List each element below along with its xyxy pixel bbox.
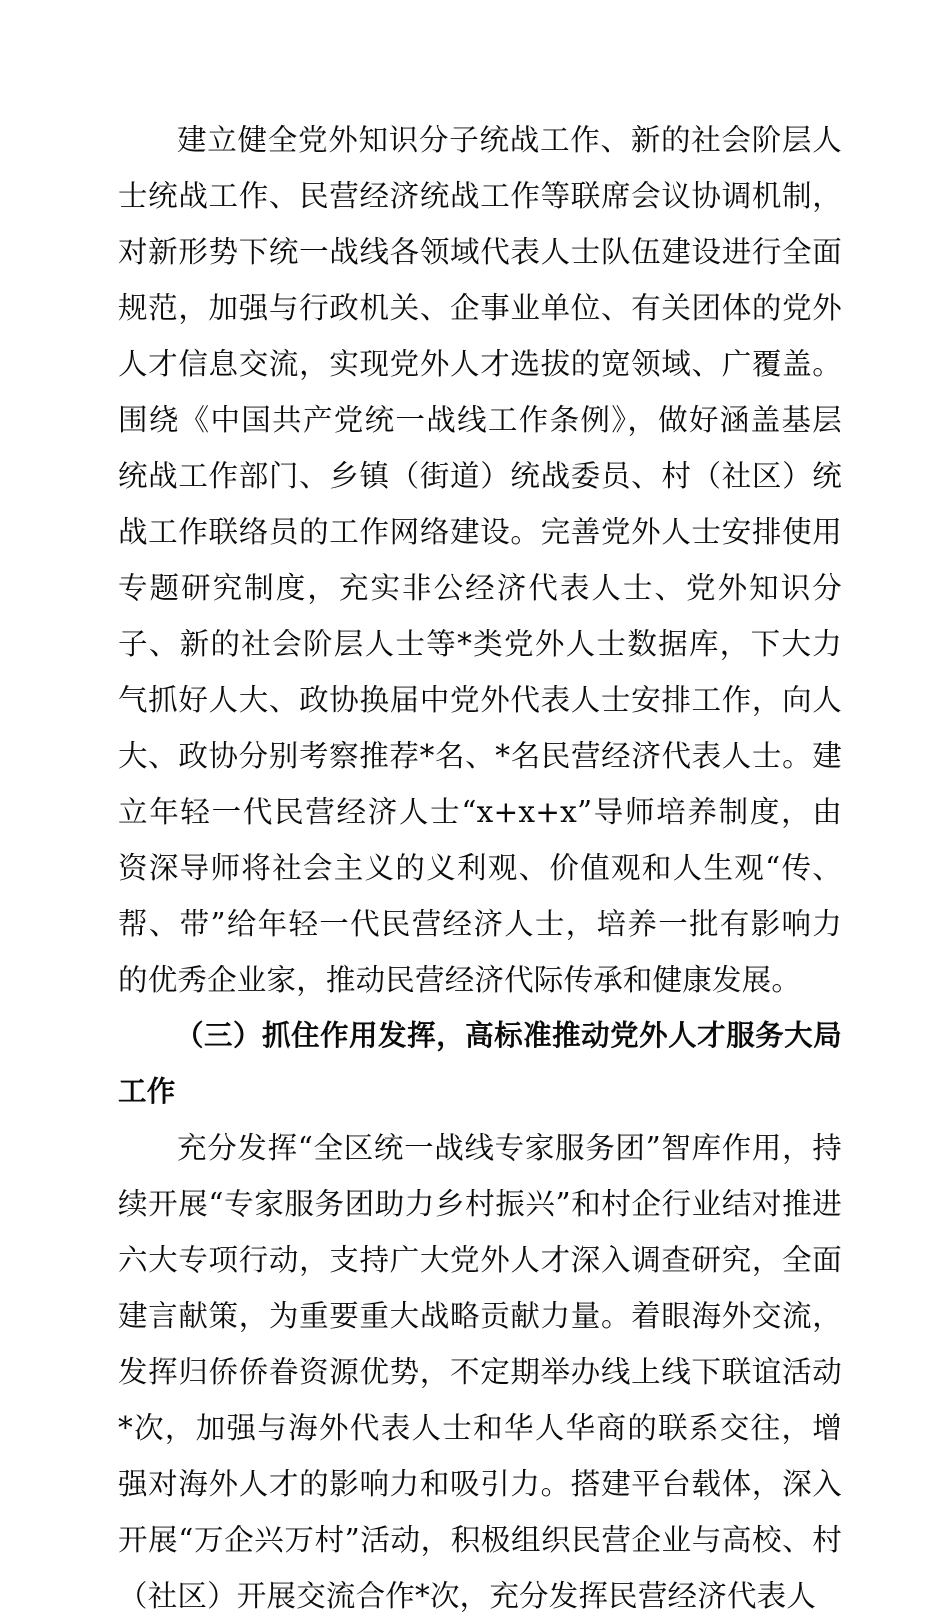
body-paragraph-2: 充分发挥“全区统一战线专家服务团”智库作用，持续开展“专家服务团助力乡村振兴”和村企行业结对推进六大专项行动，支持广大党外人才深入调查研究，全面建言献策，为重要重大战略贡献力量。着眼海外交流，发挥归侨侨眷资源优势，不定期举办线上线下联谊活动*次，加强与海外代表人士和华人华商的联系交往，增强对海外人才的影响力和吸引力。搭建平台载体，深入开展“万企兴万村”活动，积极组织民营企业与高校、村（社区）开展交流合作*次，充分发挥民营经济代表人 xyxy=(118,1131,842,1613)
body-paragraph-1: 建立健全党外知识分子统战工作、新的社会阶层人士统战工作、民营经济统战工作等联席会议协调机制，对新形势下统一战线各领域代表人士队伍建设进行全面规范，加强与行政机关、企事业单位、有关团体的党外人才信息交流，实现党外人才选拔的宽领域、广覆盖。围绕《中国共产党统一战线工作条例》，做好涵盖基层统战工作部门、乡镇（街道）统战委员、村（社区）统战工作联络员的工作网络建设。完善党外人士安排使用专题研究制度，充实非公经济代表人士、党外知识分子、新的社会阶层人士等*类党外人士数据库，下大力气抓好人大、政协换届中党外代表人士安排工作，向人大、政协分别考察推荐*名、*名民营经济代表人士。建立年轻一代民营经济人士“x+x+x”导师培养制度，由资深导师将社会主义的义利观、价值观和人生观“传、帮、带”给年轻一代民营经济人士，培养一批有影响力的优秀企业家，推动民营经济代际传承和健康发展。 xyxy=(118,123,842,997)
section-heading-3: （三）抓住作用发挥，高标准推动党外人才服务大局工作 xyxy=(118,1019,842,1108)
document-body xyxy=(118,112,842,1624)
